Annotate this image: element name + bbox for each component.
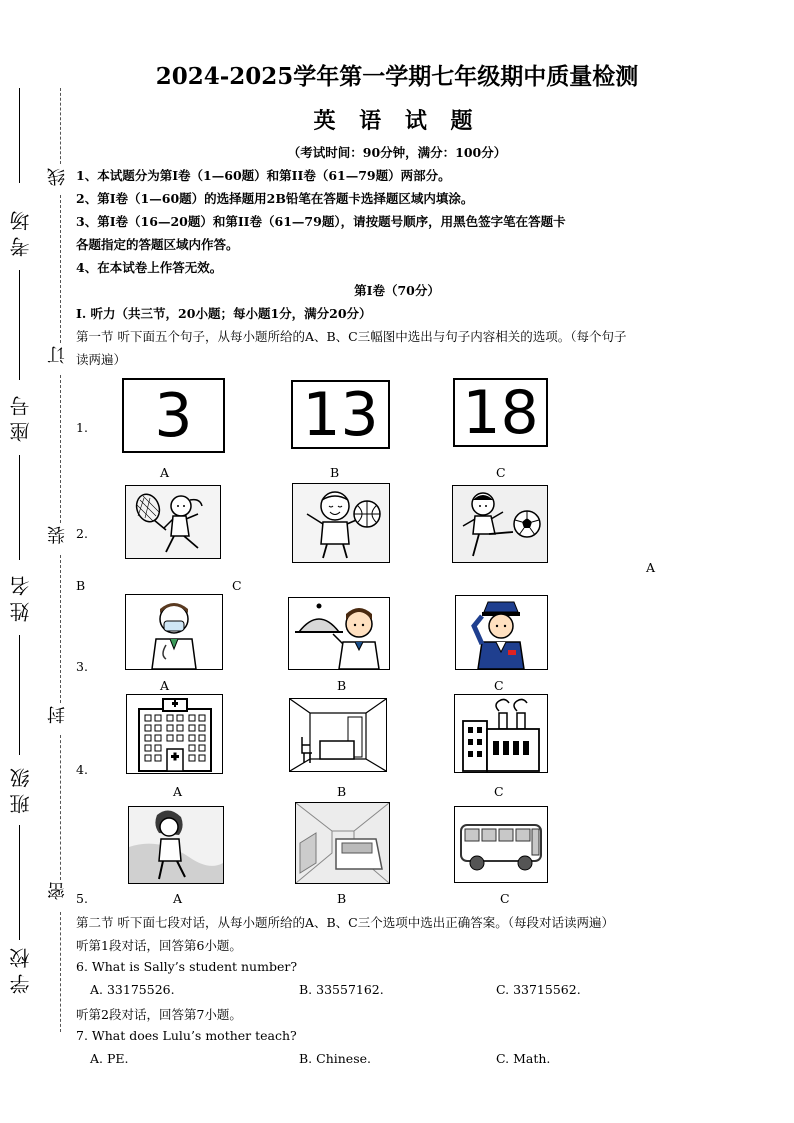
q6-option-c: C. 33715562. <box>496 982 581 997</box>
hospital-window <box>189 715 195 721</box>
cut-label-mi: 密 <box>47 882 68 900</box>
question-number: 5. <box>76 891 88 906</box>
option-letter-c: C <box>494 678 504 693</box>
option-letter-b: B <box>330 465 340 480</box>
hospital-window <box>155 725 161 731</box>
exam-title: 2024-2025学年第一学期七年级期中质量检测 <box>155 63 639 90</box>
option-letter-b: B <box>337 891 347 906</box>
hospital-window <box>189 745 195 751</box>
question-number: 3. <box>76 659 88 674</box>
section1-instruction-cont: 读两遍） <box>76 352 127 367</box>
hospital-window <box>167 725 173 731</box>
hospital-window <box>155 745 161 751</box>
cut-line <box>60 195 61 343</box>
hospital-window <box>199 725 205 731</box>
hospital-window <box>177 725 183 731</box>
cut-label-ding: 订 <box>47 346 68 364</box>
hospital-window <box>145 755 151 761</box>
instruction-3-cont: 各题指定的答题区域内作答。 <box>76 237 239 252</box>
number-card-c: 18 <box>453 378 548 447</box>
instruction-1: 1、本试题分为第I卷（1—60题）和第II卷（61—79题）两部分。 <box>76 168 451 183</box>
soccer-boy-picture <box>452 485 548 563</box>
hospital-picture <box>126 694 223 774</box>
hospital-window <box>199 735 205 741</box>
section2-instruction: 第二节 听下面七段对话，从每小题所给的A、B、C三个选项中选出正确答案。（每段对话读两遍） <box>76 915 615 930</box>
label-kaochang: 考场 <box>9 205 33 257</box>
section1-instruction: 第一节 听下面五个句子，从每小题所给的A、B、C三幅图中选出与句子内容相关的选项。（每个句子 <box>76 329 627 344</box>
q7-option-c: C. Math. <box>496 1051 551 1066</box>
question-number: 2. <box>76 526 88 541</box>
instruction-2: 2、第I卷（1—60题）的选择题用2B铅笔在答题卡选择题区域内填涂。 <box>76 191 474 206</box>
hospital-window <box>199 745 205 751</box>
label-xingming: 姓名 <box>9 570 33 622</box>
police-officer-picture <box>455 595 548 670</box>
cut-line <box>60 912 61 1032</box>
margin-line <box>19 88 20 183</box>
hospital-window <box>155 735 161 741</box>
factory-picture <box>454 694 548 773</box>
dialogue-2-prompt: 听第2段对话，回答第7小题。 <box>76 1007 242 1022</box>
option-letter-a: A <box>173 784 183 799</box>
walking-girl-picture <box>128 806 224 884</box>
hospital-window <box>177 735 183 741</box>
option-letter-b: B <box>337 784 347 799</box>
cut-line <box>60 375 61 523</box>
q6-option-a: A. 33175526. <box>90 982 175 997</box>
option-letter-a: A <box>160 465 170 480</box>
hospital-window <box>145 715 151 721</box>
subway-train-picture <box>295 802 390 884</box>
hospital-window <box>199 715 205 721</box>
cut-label-feng: 封 <box>47 706 68 724</box>
option-letter-b: B <box>76 578 86 593</box>
option-letter-c: C <box>500 891 510 906</box>
label-zuohao: 座号 <box>9 390 33 442</box>
instruction-3: 3、第I卷（16—20题）和第II卷（61—79题），请按题号顺序，用黑色签字笔在答题卡 <box>76 214 566 229</box>
hospital-window <box>199 755 205 761</box>
exam-info: （考试时间：90分钟，满分：100分） <box>287 145 507 160</box>
hospital-window <box>155 755 161 761</box>
hospital-window <box>145 725 151 731</box>
cut-line <box>60 735 61 880</box>
hospital-window <box>177 715 183 721</box>
bus-picture <box>454 806 548 883</box>
hospital-window <box>155 715 161 721</box>
label-banji: 班级 <box>9 762 33 814</box>
office-picture <box>289 698 387 772</box>
dialogue-1-prompt: 听第1段对话，回答第6小题。 <box>76 938 242 953</box>
option-letter-a: A <box>646 560 656 575</box>
option-letter-c: C <box>494 784 504 799</box>
hospital-window <box>167 735 173 741</box>
question-number: 4. <box>76 762 88 777</box>
option-letter-b: B <box>337 678 347 693</box>
number-card-a: 3 <box>122 378 225 453</box>
cut-label-zhuang: 装 <box>47 526 68 544</box>
doctor-picture <box>125 594 223 670</box>
q7-option-b: B. Chinese. <box>299 1051 371 1066</box>
option-letter-c: C <box>232 578 242 593</box>
hospital-window <box>189 755 195 761</box>
label-xuexiao: 学校 <box>9 942 33 994</box>
badminton-girl-picture <box>125 485 221 559</box>
number-card-b: 13 <box>291 380 390 449</box>
part1-heading: 第I卷（70分） <box>354 283 440 298</box>
basketball-boy-picture <box>292 483 390 563</box>
instruction-4: 4、在本试卷上作答无效。 <box>76 260 223 275</box>
margin-line <box>19 635 20 755</box>
hospital-window <box>145 735 151 741</box>
hospital-window <box>145 745 151 751</box>
cut-label-xian: 线 <box>47 168 68 186</box>
question-6: 6. What is Sally’s student number? <box>76 959 298 974</box>
listening-section-heading: I. 听力（共三节，20小题；每小题1分，满分20分） <box>76 306 372 321</box>
q6-option-b: B. 33557162. <box>299 982 384 997</box>
hospital-window <box>167 715 173 721</box>
question-number: 1. <box>76 420 88 435</box>
margin-line <box>19 825 20 940</box>
hospital-window <box>189 735 195 741</box>
exam-subtitle: 英 语 试 题 <box>313 108 481 134</box>
option-letter-c: C <box>496 465 506 480</box>
question-7: 7. What does Lulu’s mother teach? <box>76 1028 297 1043</box>
option-letter-a: A <box>160 678 170 693</box>
waiter-picture <box>288 597 390 670</box>
margin-line <box>19 455 20 560</box>
cut-line <box>60 555 61 703</box>
option-letter-a: A <box>173 891 183 906</box>
hospital-window <box>189 725 195 731</box>
q7-option-a: A. PE. <box>90 1051 129 1066</box>
